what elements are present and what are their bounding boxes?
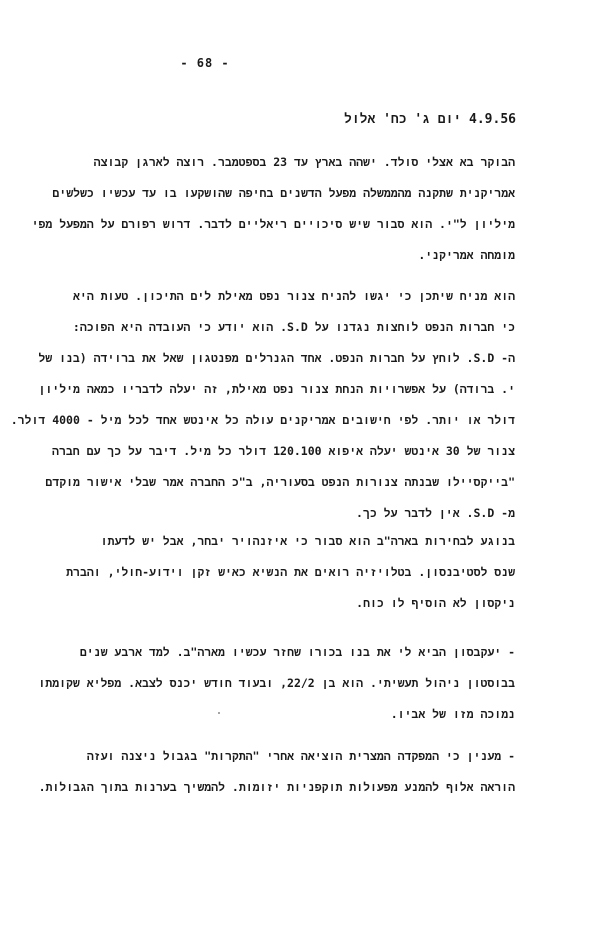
text-line: בנוגע לבחירות בארה"ב הוא סבור כי איזנהויר יבחר, אבל יש לדעתו	[100, 534, 515, 548]
text-line: ה- S.D. לוחץ על חברות הנפט. אחד הגנרלים מפנטגון שאל את ברוידה (בנו של	[38, 351, 515, 365]
paragraph-jacobson-son	[38, 637, 515, 730]
text-line: צנור של 30 אינטש יעלה איפוא 120.100 דולר כל מיל. דיבר על כך עם חברה	[52, 444, 515, 458]
paragraph-oil-pipeline	[10, 281, 515, 529]
text-line: הוראה אלוף להמנע מפעולות תוקפניות יזומות. להמשיך בערנות בתוך הגבולות.	[38, 780, 515, 794]
text-line: הבוקר בא אצלי סולד. ישהה בארץ עד 23 בספטמבר. רוצה לארגן קבוצה	[93, 155, 515, 169]
dateline: 4.9.56 יום ג' כח' אלול	[344, 112, 516, 127]
text-line: מ- S.D. אין לדבר על כך.	[356, 506, 515, 520]
page-number: - 68 -	[180, 56, 230, 70]
text-line: דולר או יותר. לפי חישובים אמריקנים עולה כל אינטש אחד לכל מיל - 4000 דולר.	[10, 413, 515, 427]
text-line: אמריקנית שתקנה מהממשלה מפעל הדשנים בחיפה שהושקעו בו עד עכשיו כשלשים	[52, 186, 515, 200]
paragraph-fertilizer-plant	[31, 147, 515, 271]
text-line: - מענין כי המפקדה המצרית הוציאה אחרי "התקרות" בגבול ניצנה ועזה	[86, 749, 515, 763]
text-line: הוא מניח שיתכן כי יגשו להניח צנור נפט מאילת לים התיכון. טעות היא	[73, 289, 515, 303]
paragraph-us-elections	[66, 526, 515, 619]
text-line: מיליון ל"י. הוא סבור שיש סיכויים ריאליים לדבר. דרוש רפורם על המפעל מפי	[31, 217, 515, 231]
text-line: מומחה אמריקני.	[418, 248, 515, 262]
paragraph-egyptian-command	[38, 741, 515, 803]
text-line: ניקסון לא הוסיף לו כוח.	[356, 596, 515, 610]
text-line: - יעקבסון הביא לי את בנו בכורו שחזר עכשיו מארה"ב. למד ארבע שנים	[79, 645, 515, 659]
text-line: בבוסטון ניהול תעשיתי. הוא בן 22/2, ובעוד חודש יכנס לצבא. מפליא שקומתו	[38, 676, 515, 690]
text-line: נמוכה מזו של אביו.	[390, 707, 515, 721]
scan-speck	[218, 712, 220, 714]
text-line: "בייקסיילו שבנתה צנורות הנפט בסעוריה, ב"כ החברה אמר שבלי אישור מוקדם	[45, 475, 515, 489]
text-line: י. ברודה) על אפשרויות הנחת צנור נפט מאילת, זה יעלה לדבריו כמאה מיליון	[38, 382, 515, 396]
text-line: שנס לסטיבנסון. בטלויזיה רואים את הנשיא כאיש זקן וידוע-חולי, והברת	[66, 565, 515, 579]
text-line: כי חברות הנפט לוחצות נגדנו על S.D. הוא יודע כי העובדה היא הפוכה:	[72, 320, 515, 334]
